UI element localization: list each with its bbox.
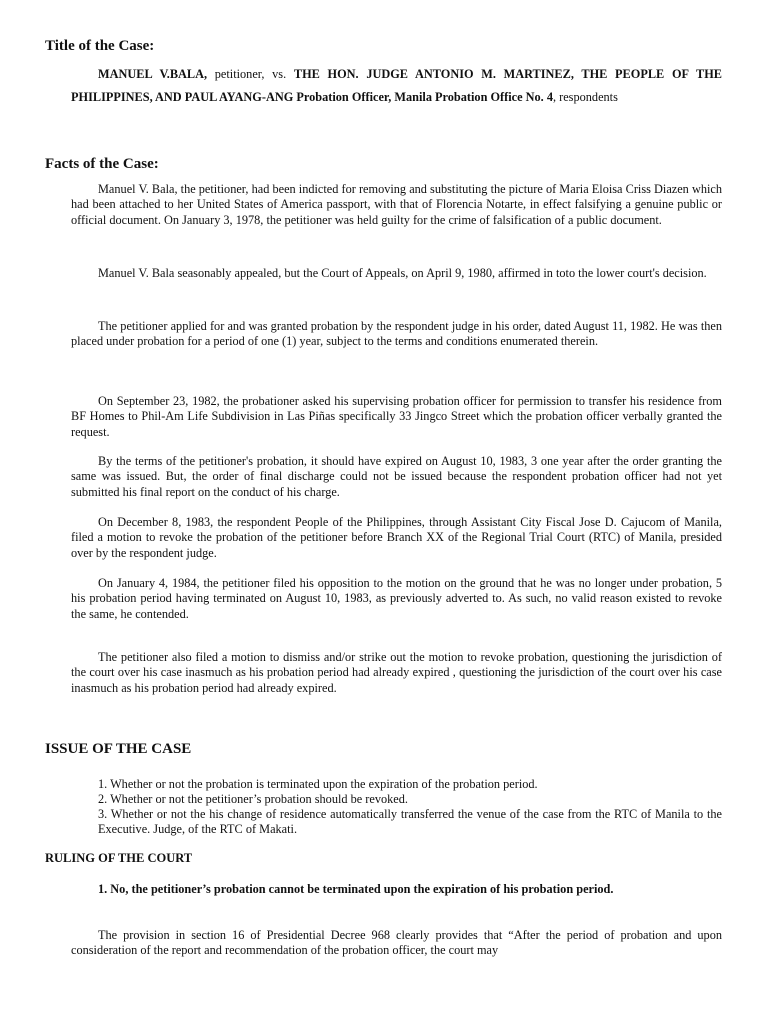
ruling-heading: RULING OF THE COURT	[45, 851, 193, 865]
facts-paragraph: On December 8, 1983, the respondent People of the Philippines, through Assistant City Fiscal Jose D. Cajucom of Manila, filed a motion to revoke the probation of the petitioner before Branch XX of the Regional Trial Court (RTC) of Manila, presided over by the respondent judge.	[71, 515, 722, 560]
respondents-names: THE HON. JUDGE ANTONIO M. MARTINEZ, THE PEOPLE OF THE PHILIPPINES, AND PAUL AYANG-ANG Probation Officer, Manila Probation Office No. 4	[71, 67, 723, 104]
facts-paragraph: Manuel V. Bala seasonably appealed, but the Court of Appeals, on April 9, 1980, affirmed in toto the lower court's decision.	[98, 266, 707, 280]
facts-paragraph: On January 4, 1984, the petitioner filed his opposition to the motion on the ground that he was no longer under probation, 5 his probation period having terminated on August 10, 1983, as previously adverted to. As such, no valid reason existed to revoke the same, he contended.	[71, 576, 722, 621]
ruling-point: 1. No, the petitioner’s probation cannot be terminated upon the expiration of his probation period.	[98, 882, 614, 896]
issue-item: 1. Whether or not the probation is terminated upon the expiration of the probation period.	[98, 777, 538, 791]
facts-paragraph: The petitioner also filed a motion to dismiss and/or strike out the motion to revoke probation, questioning the jurisdiction of the court over his case inasmuch as his probation period had already expired , questioning the jurisdiction of the court over his case inasmuch as his probation period had already expired.	[71, 650, 722, 695]
facts-paragraph: The petitioner applied for and was granted probation by the respondent judge in his order, dated August 11, 1982. He was then placed under probation for a period of one (1) year, subject to the terms and conditions enumerated therein.	[71, 319, 722, 349]
facts-heading: Facts of the Case:	[45, 156, 159, 172]
issue-item: 3. Whether or not the his change of residence automatically transferred the venue of the case from the RTC of Manila to the Executive. Judge, of the RTC of Makati.	[98, 807, 722, 837]
petitioner-name: MANUEL V.BALA,	[98, 67, 208, 81]
title-heading: Title of the Case:	[45, 38, 155, 54]
ruling-paragraph: The provision in section 16 of Presidential Decree 968 clearly provides that “After the period of probation and upon consideration of the report and recommendation of the probation officer, the court may	[71, 928, 722, 958]
facts-paragraph: Manuel V. Bala, the petitioner, had been indicted for removing and substituting the picture of Maria Eloisa Criss Diazen which had been attached to her United States of America passport, with that of Florencia Notarte, in effect falsifying a genuine public or official document. On January 3, 1978, the petitioner was held guilty for the crime of falsification of a public document.	[71, 182, 722, 227]
petitioner-role: petitioner, vs.	[207, 67, 294, 81]
case-title	[71, 63, 722, 109]
facts-paragraph: By the terms of the petitioner's probation, it should have expired on August 10, 1983, 3 one year after the order granting the same was issued. But, the order of final discharge could not be issued because the respondent probation officer had not yet submitted his final report on the conduct of his charge.	[71, 454, 722, 499]
facts-paragraph: On September 23, 1982, the probationer asked his supervising probation officer for permission to transfer his residence from BF Homes to Phil-Am Life Subdivision in Las Piñas specifically 33 Jingco Street which the probation officer verbally granted the request.	[71, 394, 722, 439]
issue-heading: ISSUE OF THE CASE	[45, 741, 192, 757]
issue-item: 2. Whether or not the petitioner’s probation should be revoked.	[98, 792, 408, 806]
respondents-role: , respondents	[552, 90, 618, 104]
